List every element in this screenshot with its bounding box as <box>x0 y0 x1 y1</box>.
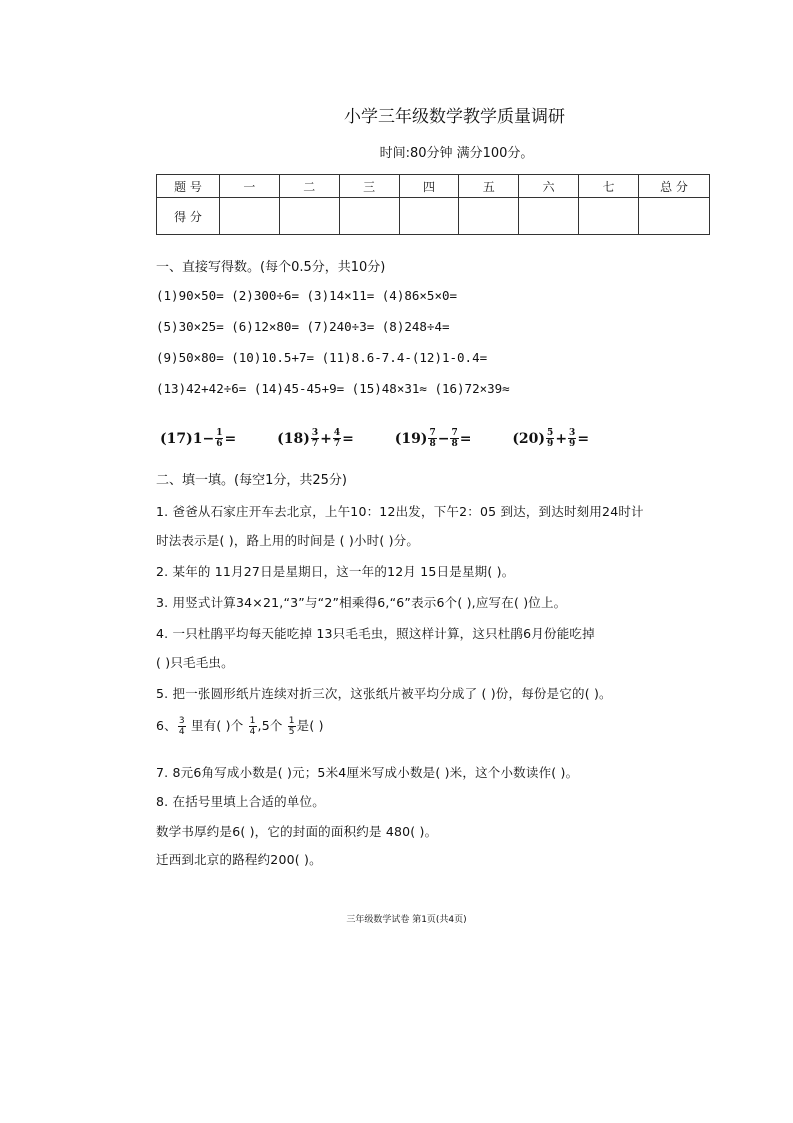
denominator: 5 <box>288 727 295 737</box>
score-table-header: 总 分 <box>639 175 710 198</box>
denominator: 9 <box>547 439 554 449</box>
numerator: 3 <box>178 716 185 726</box>
score-table-header: 一 <box>220 175 280 198</box>
question-7: 7. 8元6角写成小数是( )元；5米4厘米写成小数是( )米，这个小数读作( )。 <box>156 765 579 780</box>
denominator: 7 <box>311 439 319 449</box>
page-footer: 三年级数学试卷 第1页(共4页) <box>346 915 467 925</box>
numerator: 7 <box>429 428 436 438</box>
item-label: (17) <box>160 430 193 447</box>
item-label: (20) <box>512 430 546 447</box>
fraction <box>450 428 458 449</box>
fraction <box>311 428 319 449</box>
score-table-header: 五 <box>459 175 519 198</box>
score-cell[interactable] <box>459 198 519 235</box>
question-4: 4. 一只杜鹃平均每天能吃掉 13只毛毛虫，照这样计算，这只杜鹃6月份能吃掉 <box>156 626 595 641</box>
operator: + <box>555 430 568 447</box>
exam-info: 时间:80分钟 满分100分。 <box>379 146 534 161</box>
numerator: 4 <box>333 428 341 438</box>
fraction <box>178 716 186 737</box>
denominator: 8 <box>429 439 436 449</box>
score-cell[interactable] <box>339 198 399 235</box>
numerator: 1 <box>216 428 223 438</box>
equals: = <box>342 430 354 447</box>
score-table-header: 四 <box>399 175 459 198</box>
q6-text: 是( ) <box>296 718 324 733</box>
calc-row: (1)90×50= (2)300÷6= (3)14×11= (4)86×5×0= <box>156 288 458 303</box>
equals: = <box>459 430 472 447</box>
item-label: (19) <box>394 430 428 447</box>
q6-text: 里有( )个 <box>186 718 248 733</box>
score-row-label: 得 分 <box>157 198 220 235</box>
fraction <box>249 716 257 737</box>
denominator: 4 <box>178 727 185 737</box>
section1-heading: 一、直接写得数。(每个0.5分，共10分) <box>156 260 386 275</box>
numerator: 3 <box>311 428 319 438</box>
operator: − <box>202 430 215 447</box>
question-6 <box>156 716 324 737</box>
numerator: 3 <box>569 428 576 438</box>
question-8: 8. 在括号里填上合适的单位。 <box>156 794 325 809</box>
denominator: 7 <box>333 439 341 449</box>
score-table-header: 七 <box>579 175 639 198</box>
denominator: 6 <box>216 439 223 449</box>
denominator: 8 <box>451 439 458 449</box>
fraction-item-20 <box>512 428 590 449</box>
question-1: 1. 爸爸从石家庄开车去北京，上午10：12出发，下午2：05 到达，到达时刻用24时计 <box>156 504 644 519</box>
question-8-a: 数学书厚约是6( )，它的封面的面积约是 480( )。 <box>156 824 438 839</box>
fraction-calc-row <box>160 428 589 449</box>
score-cell[interactable] <box>579 198 639 235</box>
operator: − <box>437 430 450 447</box>
calc-row: (9)50×80= (10)10.5+7= (11)8.6-7.4-(12)1-0.4= <box>156 350 488 365</box>
score-cell[interactable] <box>279 198 339 235</box>
numerator: 1 <box>288 716 295 726</box>
numerator: 5 <box>547 428 554 438</box>
page-title: 小学三年级数学教学质量调研 <box>344 107 565 127</box>
operator: + <box>320 430 332 447</box>
score-table-header: 二 <box>279 175 339 198</box>
fraction-item-18 <box>277 428 359 449</box>
fraction <box>288 716 296 737</box>
question-8-b: 迁西到北京的路程约200( )。 <box>156 852 322 867</box>
numerator: 1 <box>249 716 256 726</box>
score-table-header: 六 <box>519 175 579 198</box>
question-3: 3. 用竖式计算34×21,“3”与“2”相乘得6,“6”表示6个( ),应写在( )位上。 <box>156 595 567 610</box>
item-label: (18) <box>277 430 310 447</box>
equals: = <box>224 430 237 447</box>
denominator: 4 <box>249 727 256 737</box>
section2-heading: 二、填一填。(每空1分，共25分) <box>156 473 347 488</box>
question-5: 5. 把一张圆形纸片连续对折三次，这张纸片被平均分成了 ( )份，每份是它的( )。 <box>156 686 612 701</box>
score-table-header: 题 号 <box>157 175 220 198</box>
fraction <box>333 428 341 449</box>
fraction <box>428 428 436 449</box>
equals: = <box>577 430 590 447</box>
fraction <box>546 428 554 449</box>
q6-prefix: 6、 <box>156 718 177 733</box>
question-4-cont: ( )只毛毛虫。 <box>156 655 234 670</box>
fraction <box>215 428 223 449</box>
score-table-header: 三 <box>339 175 399 198</box>
question-1-cont: 时法表示是( )，路上用的时间是 ( )小时( )分。 <box>156 533 420 548</box>
score-table <box>156 174 710 235</box>
score-cell[interactable] <box>639 198 710 235</box>
whole-number: 1 <box>192 430 203 447</box>
fraction-item-19 <box>394 428 477 449</box>
fraction-item-17 <box>160 428 241 449</box>
q6-text: ,5个 <box>257 718 287 733</box>
calc-row: (13)42+42÷6= (14)45-45+9= (15)48×31≈ (16)72×39≈ <box>156 381 510 396</box>
question-2: 2. 某年的 11月27日是星期日，这一年的12月 15日是星期( )。 <box>156 564 515 579</box>
denominator: 9 <box>569 439 576 449</box>
score-cell[interactable] <box>519 198 579 235</box>
calc-row: (5)30×25= (6)12×80= (7)240÷3= (8)248÷4= <box>156 319 450 334</box>
fraction <box>568 428 576 449</box>
score-cell[interactable] <box>220 198 280 235</box>
score-cell[interactable] <box>399 198 459 235</box>
numerator: 7 <box>451 428 458 438</box>
